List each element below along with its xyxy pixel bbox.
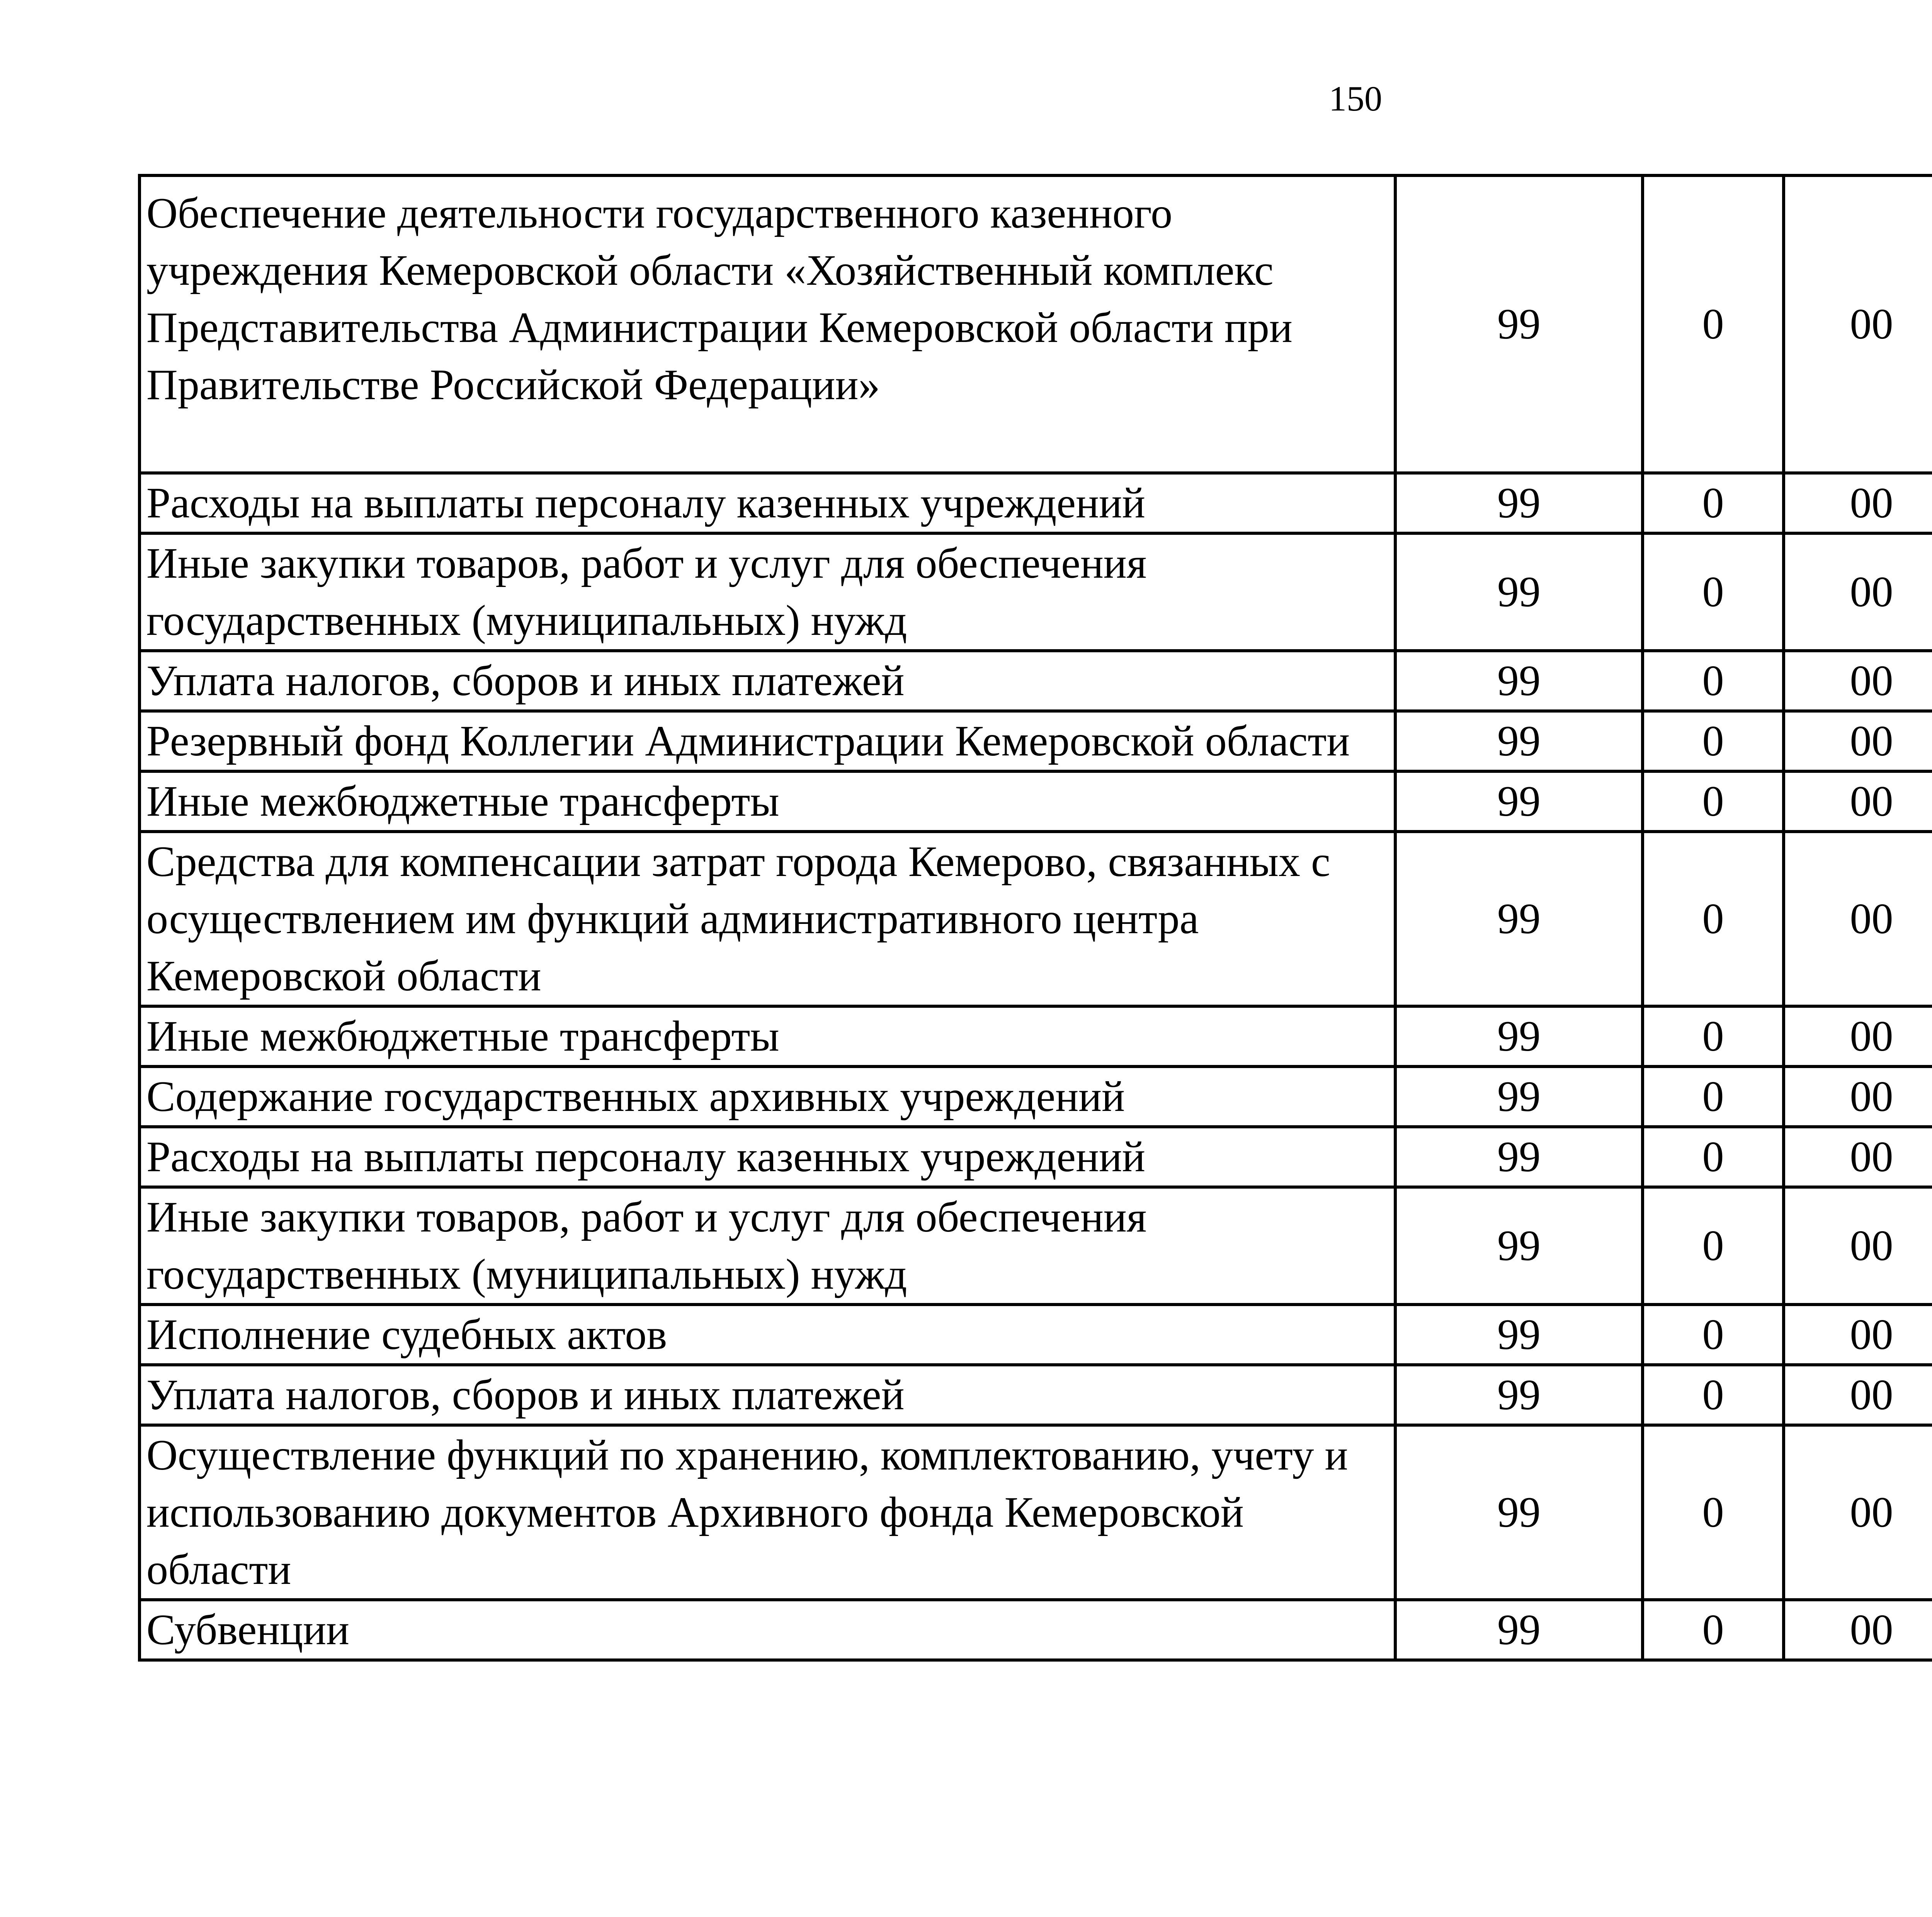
- table-row: [139, 832, 1932, 1006]
- subsection-code-cell: 0: [1643, 1067, 1784, 1127]
- table-row: [139, 1600, 1932, 1660]
- row-name-cell: Средства для компенсации затрат города Кемерово, связанных с осуществлением им функций административного центра Кемеровской области: [139, 832, 1395, 1006]
- table-row: [139, 711, 1932, 771]
- section-code-cell: 99: [1395, 1365, 1643, 1425]
- subsection-code-cell: 0: [1643, 175, 1784, 473]
- program-code-cell: 00: [1784, 1600, 1932, 1660]
- subsection-code-cell: 0: [1643, 533, 1784, 651]
- table-row: [139, 175, 1932, 473]
- section-code-cell: 99: [1395, 175, 1643, 473]
- subsection-code-cell: 0: [1643, 1127, 1784, 1187]
- row-name-cell: Резервный фонд Коллегии Администрации Кемеровской области: [139, 711, 1395, 771]
- section-code-cell: 99: [1395, 533, 1643, 651]
- row-name-cell: Иные закупки товаров, работ и услуг для обеспечения государственных (муниципальных) нужд: [139, 533, 1395, 651]
- table-row: [139, 1187, 1932, 1305]
- section-code-cell: 99: [1395, 1305, 1643, 1365]
- section-code-cell: 99: [1395, 651, 1643, 711]
- row-name-cell: Обеспечение деятельности государственного казенного учреждения Кемеровской области «Хозяйственный комплекс Представительства Администрации Кемеровской области при Правительстве Российской Федерации»: [139, 175, 1395, 473]
- row-name-cell: Содержание государственных архивных учреждений: [139, 1067, 1395, 1127]
- row-name-cell: Расходы на выплаты персоналу казенных учреждений: [139, 1127, 1395, 1187]
- subsection-code-cell: 0: [1643, 473, 1784, 533]
- table-row: [139, 651, 1932, 711]
- row-name-cell: Иные межбюджетные трансферты: [139, 771, 1395, 832]
- row-name-cell: Осуществление функций по хранению, комплектованию, учету и использованию документов Архивного фонда Кемеровской области: [139, 1425, 1395, 1600]
- row-name-cell: Расходы на выплаты персоналу казенных учреждений: [139, 473, 1395, 533]
- table-row: [139, 1067, 1932, 1127]
- subsection-code-cell: 0: [1643, 1600, 1784, 1660]
- table-row: [139, 1006, 1932, 1067]
- subsection-code-cell: 0: [1643, 1187, 1784, 1305]
- row-name-cell: Уплата налогов, сборов и иных платежей: [139, 1365, 1395, 1425]
- program-code-cell: 00: [1784, 1006, 1932, 1067]
- table-row: [139, 1365, 1932, 1425]
- section-code-cell: 99: [1395, 1425, 1643, 1600]
- table-row: [139, 473, 1932, 533]
- subsection-code-cell: 0: [1643, 832, 1784, 1006]
- program-code-cell: 00: [1784, 1127, 1932, 1187]
- program-code-cell: 00: [1784, 473, 1932, 533]
- program-code-cell: 00: [1784, 175, 1932, 473]
- section-code-cell: 99: [1395, 832, 1643, 1006]
- row-name-cell: Субвенции: [139, 1600, 1395, 1660]
- page-number: 150: [1329, 79, 1382, 118]
- program-code-cell: 00: [1784, 1187, 1932, 1305]
- section-code-cell: 99: [1395, 771, 1643, 832]
- table-row: [139, 771, 1932, 832]
- program-code-cell: 00: [1784, 1305, 1932, 1365]
- subsection-code-cell: 0: [1643, 711, 1784, 771]
- subsection-code-cell: 0: [1643, 651, 1784, 711]
- program-code-cell: 00: [1784, 533, 1932, 651]
- section-code-cell: 99: [1395, 1127, 1643, 1187]
- section-code-cell: 99: [1395, 1600, 1643, 1660]
- program-code-cell: 00: [1784, 711, 1932, 771]
- program-code-cell: 00: [1784, 651, 1932, 711]
- subsection-code-cell: 0: [1643, 1425, 1784, 1600]
- subsection-code-cell: 0: [1643, 1365, 1784, 1425]
- section-code-cell: 99: [1395, 1187, 1643, 1305]
- budget-table: [138, 174, 1932, 1662]
- row-name-cell: Уплата налогов, сборов и иных платежей: [139, 651, 1395, 711]
- program-code-cell: 00: [1784, 771, 1932, 832]
- subsection-code-cell: 0: [1643, 1305, 1784, 1365]
- section-code-cell: 99: [1395, 1006, 1643, 1067]
- program-code-cell: 00: [1784, 1067, 1932, 1127]
- subsection-code-cell: 0: [1643, 771, 1784, 832]
- table-row: [139, 1305, 1932, 1365]
- program-code-cell: 00: [1784, 1365, 1932, 1425]
- program-code-cell: 00: [1784, 832, 1932, 1006]
- subsection-code-cell: 0: [1643, 1006, 1784, 1067]
- section-code-cell: 99: [1395, 473, 1643, 533]
- program-code-cell: 00: [1784, 1425, 1932, 1600]
- table-row: [139, 1425, 1932, 1600]
- row-name-cell: Иные межбюджетные трансферты: [139, 1006, 1395, 1067]
- table-row: [139, 1127, 1932, 1187]
- row-name-cell: Иные закупки товаров, работ и услуг для обеспечения государственных (муниципальных) нужд: [139, 1187, 1395, 1305]
- section-code-cell: 99: [1395, 1067, 1643, 1127]
- row-name-cell: Исполнение судебных актов: [139, 1305, 1395, 1365]
- table-row: [139, 533, 1932, 651]
- section-code-cell: 99: [1395, 711, 1643, 771]
